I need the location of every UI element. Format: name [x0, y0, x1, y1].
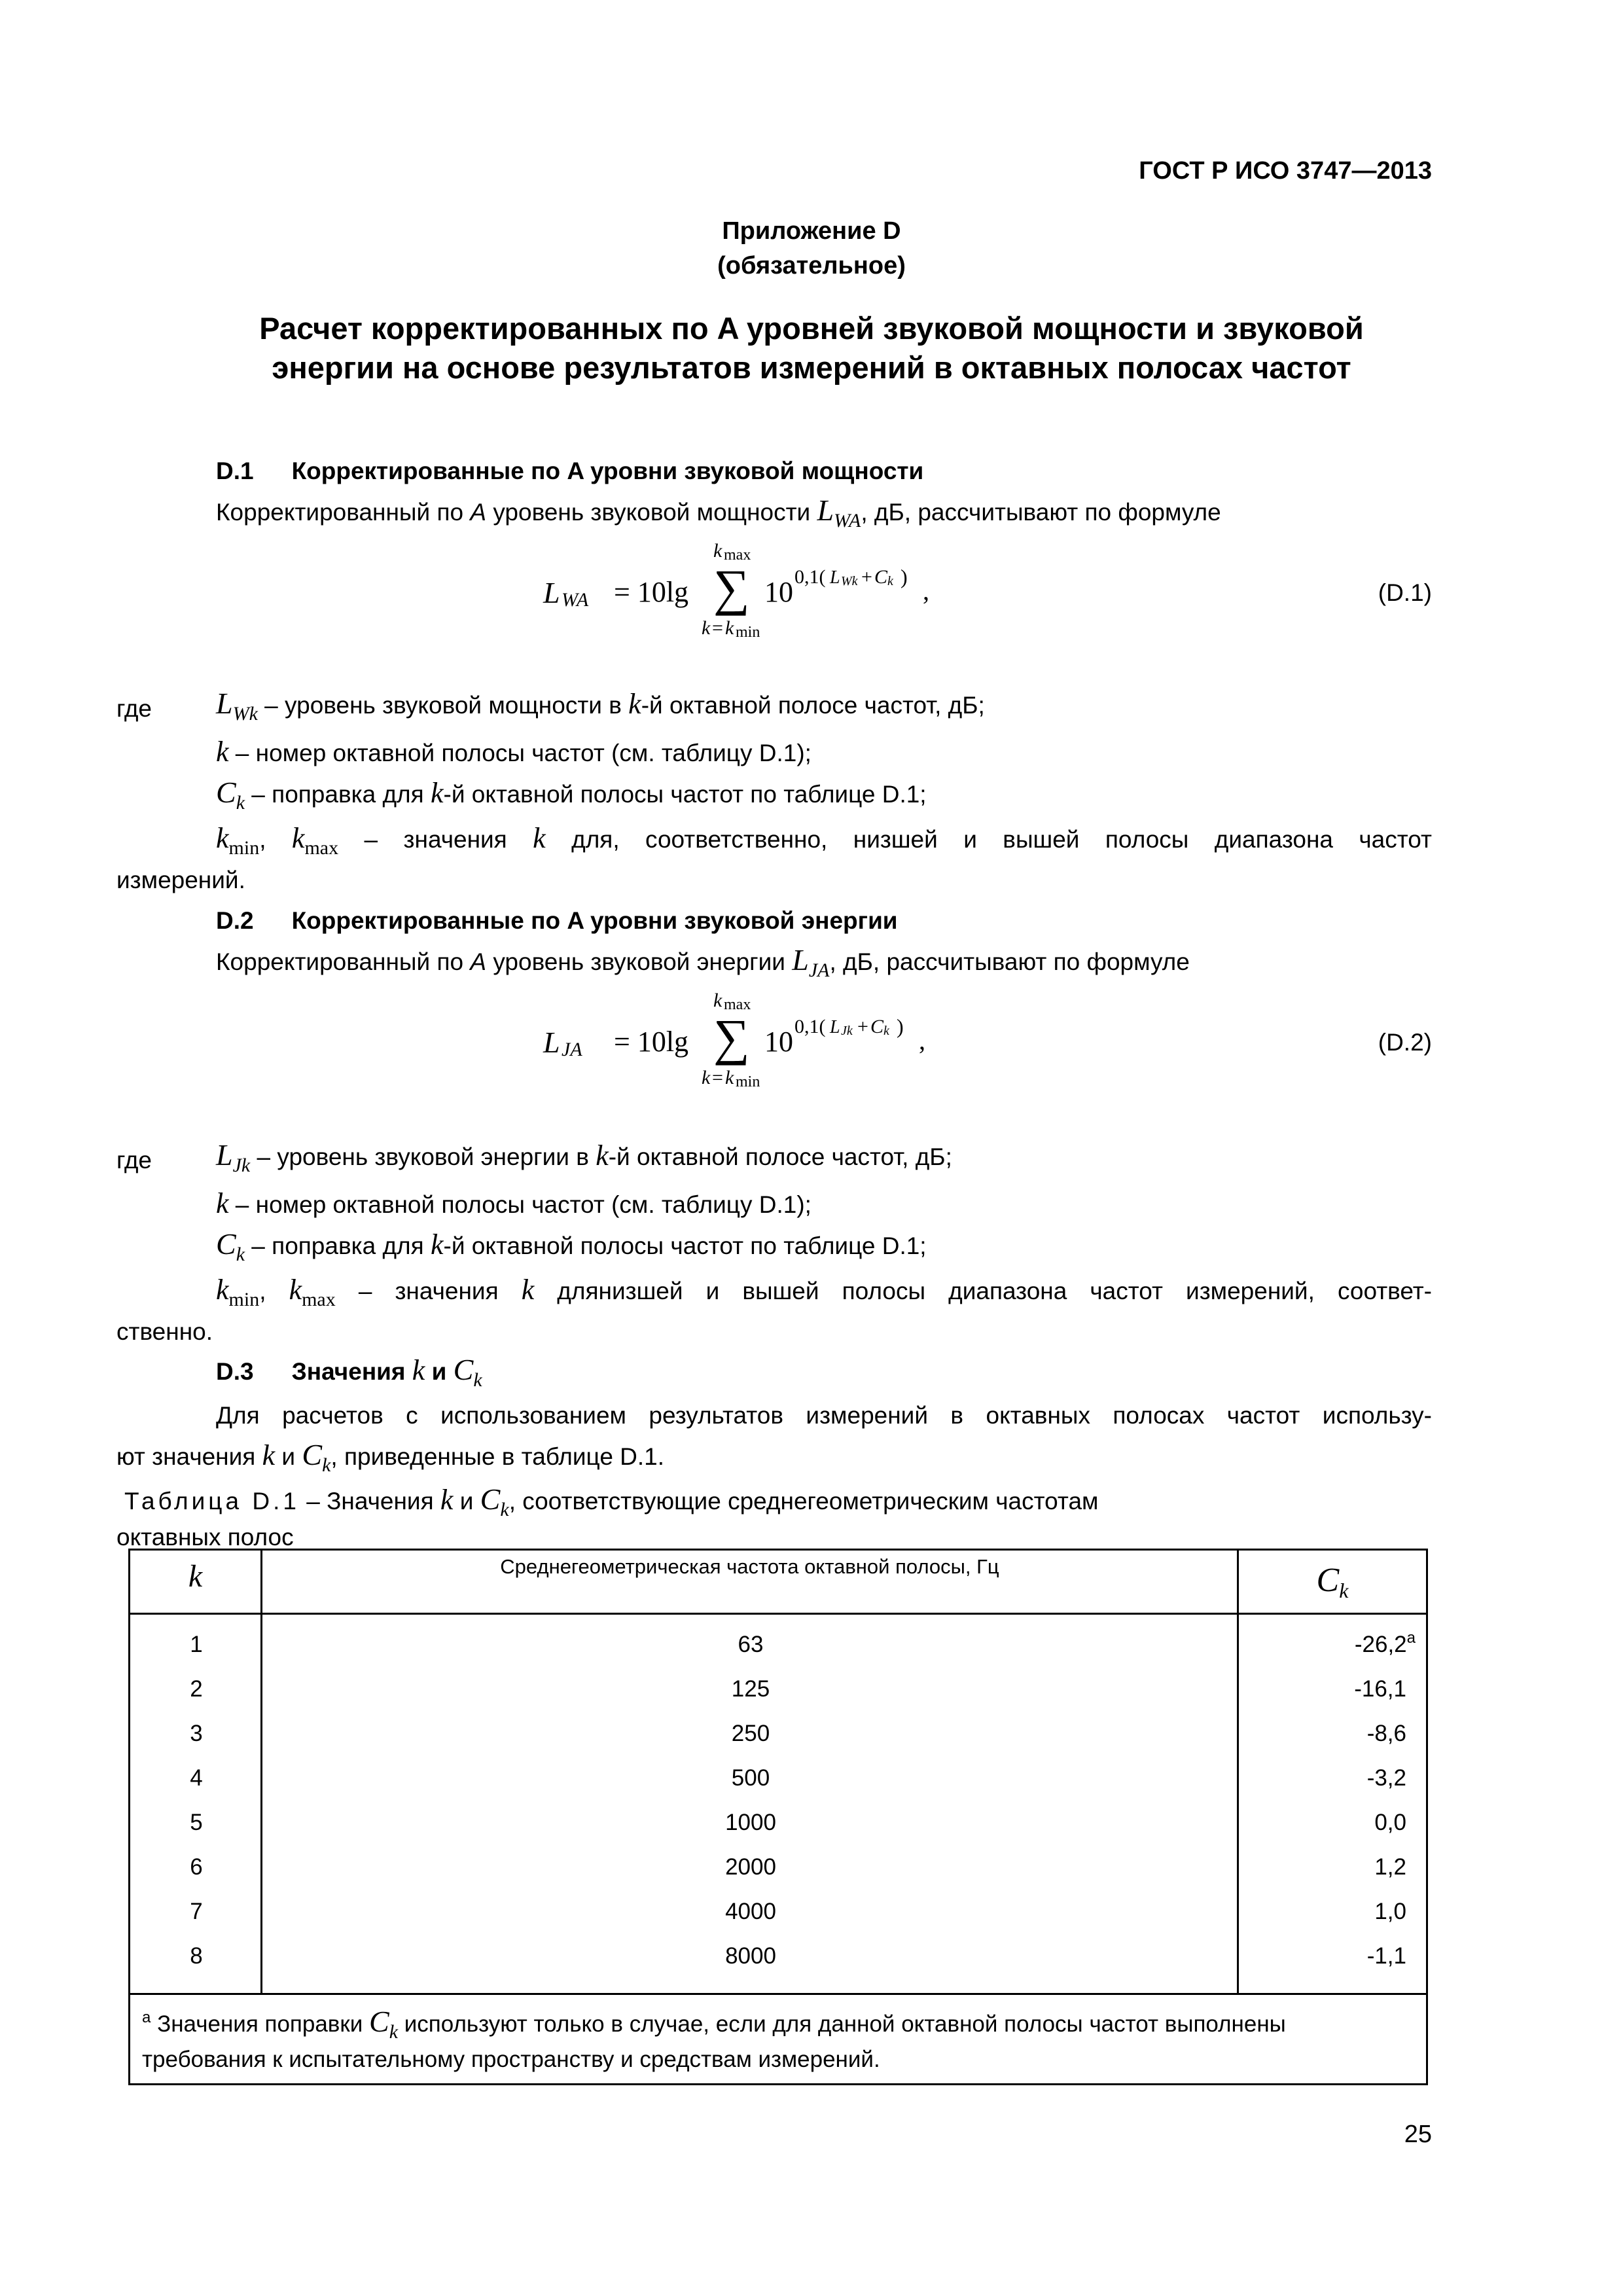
intro-italic: A	[470, 499, 487, 526]
symbol-L: L	[792, 943, 809, 977]
cell-correction	[1239, 1756, 1416, 1801]
sum-lower-k: k	[702, 617, 711, 639]
section-title: Корректированные по A уровни звуковой энергии	[291, 907, 898, 934]
table-row	[130, 1712, 1426, 1756]
sum-lower-k2: k	[725, 617, 734, 639]
symbol-C: C	[302, 1438, 323, 1471]
cell-frequency: 63	[738, 1632, 764, 1657]
equation-number-d1: (D.1)	[1378, 579, 1432, 606]
where-label: где	[116, 695, 152, 722]
section-number: D.3	[216, 1358, 254, 1385]
table-row	[130, 1845, 1426, 1890]
table-caption	[124, 1484, 1098, 1518]
sum-upper-k: k	[713, 540, 722, 562]
exp-coef: 0,1(	[794, 1016, 826, 1037]
subscript-k: k	[236, 792, 245, 814]
definition-lwk	[216, 689, 985, 723]
correction-value: -8,6	[1366, 1721, 1406, 1746]
footnote-mark: a	[142, 2009, 151, 2026]
sum-upper-k: k	[713, 990, 722, 1011]
def-text: – поправка для	[245, 781, 431, 808]
formula-sub-WA: WA	[562, 589, 589, 611]
correction-value: -26,2	[1354, 1632, 1407, 1657]
exp-C: C	[870, 1016, 884, 1037]
section-title: Корректированные по A уровни звуковой мощности	[291, 457, 924, 484]
cell-correction	[1239, 1845, 1416, 1890]
document-id: ГОСТ Р ИСО 3747—2013	[1139, 157, 1432, 185]
def-text: длянизшей и вышей полосы диапазона частот измерений, соответ-	[534, 1278, 1433, 1304]
appendix-title: Приложение D	[722, 217, 901, 245]
cell-k: 3	[190, 1721, 203, 1746]
col-c-sub: k	[1339, 1579, 1349, 1602]
cell-frequency: 8000	[725, 1943, 776, 1969]
sigma-icon: ∑	[713, 559, 750, 616]
footnote-line1	[142, 2007, 1286, 2042]
sigma-icon: ∑	[713, 1009, 750, 1066]
caption-text: и	[453, 1488, 480, 1515]
subscript-min: min	[228, 837, 260, 859]
correction-value: 1,2	[1374, 1854, 1406, 1880]
symbol-C: C	[480, 1482, 501, 1516]
exp-k: k	[883, 1024, 889, 1038]
and-word: и	[431, 1358, 447, 1385]
def-text: – уровень звуковой энергии в	[250, 1143, 596, 1170]
section-number: D.2	[216, 907, 254, 934]
subscript-JA: JA	[808, 960, 830, 981]
section-d3-paragraph-line2	[116, 1440, 664, 1474]
correction-value: 0,0	[1374, 1810, 1406, 1835]
symbol-k: k	[440, 1484, 454, 1516]
caption-text: – Значения	[299, 1488, 440, 1515]
def-text: -й октавной полосы частот по таблице D.1;	[443, 1232, 927, 1259]
section-d3-heading	[216, 1355, 482, 1389]
definition-continuation: измерений.	[116, 867, 245, 893]
cell-frequency: 250	[731, 1721, 770, 1746]
intro-text: , дБ, рассчитывают по формуле	[861, 499, 1221, 526]
def-text: – номер октавной полосы частот (см. таблицу D.1);	[228, 1191, 812, 1218]
cell-frequency: 2000	[725, 1854, 776, 1880]
sum-lower-k2: k	[725, 1067, 734, 1088]
cell-k: 1	[190, 1632, 203, 1657]
formula-d2: L JA = 10lg k max ∑ k = k min 10 0,1( L Jk + C k ) ,	[543, 990, 925, 1090]
correction-value: -3,2	[1366, 1765, 1406, 1791]
cell-correction	[1239, 1934, 1416, 1979]
sum-upper-max: max	[724, 996, 751, 1013]
exp-close: )	[897, 1014, 904, 1038]
subscript-k: k	[322, 1454, 331, 1476]
symbol-k: k	[216, 822, 229, 854]
symbol-C: C	[369, 2005, 389, 2038]
col-freq-header	[262, 1551, 1239, 1613]
cell-correction	[1239, 1890, 1416, 1934]
def-text: для, соответственно, низшей и вышей полосы диапазона частот	[545, 826, 1432, 853]
def-text: -й октавной полосы частот по таблице D.1;	[443, 781, 927, 808]
exp-C: C	[874, 566, 888, 588]
cell-correction	[1239, 1667, 1416, 1712]
correction-value: -16,1	[1354, 1676, 1406, 1702]
intro-text: Корректированный по	[216, 499, 471, 526]
col-c-label: C	[1316, 1562, 1340, 1599]
cell-k: 5	[190, 1810, 203, 1835]
exp-L: L	[830, 567, 840, 588]
symbol-k: k	[216, 736, 229, 768]
cell-frequency: 1000	[725, 1810, 776, 1835]
exp-coef: 0,1(	[794, 566, 826, 588]
section-number: D.1	[216, 457, 254, 484]
symbol-C: C	[453, 1353, 474, 1386]
exp-plus: +	[857, 1016, 868, 1037]
cell-k: 4	[190, 1765, 203, 1791]
formula-L: L	[543, 1026, 560, 1059]
definition-ck	[216, 778, 927, 812]
section-d1-intro	[216, 495, 1221, 529]
intro-italic: A	[470, 948, 487, 975]
where-label: где	[116, 1147, 152, 1174]
table-label: Таблица D.1	[124, 1488, 300, 1515]
symbol-L: L	[216, 1138, 233, 1172]
main-heading-line1: Расчет корректированных по A уровней звуковой мощности и звуковой	[259, 311, 1364, 346]
symbol-k: k	[289, 1274, 302, 1306]
separator: ,	[259, 826, 266, 853]
para-text: , приведенные в таблице D.1.	[330, 1443, 665, 1470]
def-text: – поправка для	[245, 1232, 431, 1259]
table-d1	[128, 1549, 1428, 2085]
cell-correction	[1239, 1623, 1416, 1670]
col-freq-label: Среднегеометрическая частота октавной полосы, Гц	[500, 1555, 999, 1578]
main-heading-line2: энергии на основе результатов измерений в октавных полосах частот	[272, 350, 1351, 385]
table-row	[130, 1667, 1426, 1712]
page-number: 25	[1404, 2121, 1432, 2148]
intro-text: Корректированный по	[216, 948, 471, 975]
subscript-Jk: Jk	[232, 1155, 251, 1176]
def-text: – значения	[338, 826, 533, 853]
symbol-k: k	[628, 688, 641, 720]
symbol-C: C	[216, 1227, 236, 1261]
definition-ck	[216, 1229, 927, 1263]
exp-Jk: Jk	[841, 1024, 853, 1038]
formula-comma: ,	[923, 576, 929, 605]
footnote-text: Значения поправки	[151, 2011, 369, 2037]
table-row	[130, 1623, 1426, 1667]
def-text: – номер октавной полосы частот (см. таблицу D.1);	[228, 740, 812, 766]
table-caption-line2: октавных полос	[116, 1524, 294, 1551]
appendix-status: (обязательное)	[717, 252, 906, 279]
subscript-k: k	[500, 1499, 509, 1520]
formula-comma: ,	[919, 1026, 925, 1055]
subscript-k: k	[473, 1369, 482, 1391]
cell-k: 7	[190, 1899, 203, 1924]
symbol-k: k	[291, 822, 305, 854]
definition-ljk	[216, 1140, 952, 1174]
col-k-header	[130, 1551, 262, 1613]
separator: ,	[259, 1278, 266, 1304]
formula-ten: 10	[764, 1026, 793, 1058]
equation-number-d2: (D.2)	[1378, 1029, 1432, 1056]
exp-L: L	[830, 1017, 840, 1037]
sum-lower-min: min	[736, 1073, 760, 1090]
col-k-label: k	[188, 1559, 203, 1594]
formula-ten: 10	[764, 576, 793, 608]
subscript-max: max	[302, 1289, 336, 1310]
cell-frequency: 125	[731, 1676, 770, 1702]
sum-lower-min: min	[736, 624, 760, 641]
cell-k: 8	[190, 1943, 203, 1969]
correction-value: -1,1	[1366, 1943, 1406, 1969]
exp-k: k	[887, 574, 893, 588]
formula-sub-JA: JA	[562, 1039, 582, 1060]
def-text: -й октавной полосе частот, дБ;	[608, 1143, 952, 1170]
caption-text: , соответствующие среднегеометрическим частотам	[508, 1488, 1099, 1515]
def-text: -й октавной полосе частот, дБ;	[641, 692, 985, 719]
subscript-k: k	[389, 2021, 399, 2043]
sum-lower-k: k	[702, 1067, 711, 1088]
sum-upper-max: max	[724, 547, 751, 564]
footnote-reference: a	[1406, 1629, 1416, 1647]
symbol-k: k	[412, 1354, 425, 1386]
symbol-k: k	[596, 1139, 609, 1172]
definition-kmin-kmax	[216, 1275, 1432, 1308]
section-d2-intro	[216, 945, 1190, 979]
cell-k: 6	[190, 1854, 203, 1880]
definition-k	[216, 1189, 812, 1220]
section-d2-heading	[216, 906, 898, 936]
def-text: – значения	[335, 1278, 522, 1304]
subscript-k: k	[236, 1244, 245, 1265]
exp-close: )	[901, 565, 908, 588]
section-d1-heading	[216, 456, 923, 486]
intro-text: уровень звуковой мощности	[486, 499, 817, 526]
intro-text: уровень звуковой энергии	[486, 948, 793, 975]
footnote-line2: требования к испытательному пространству и средствам измерений.	[142, 2047, 880, 2072]
footnote-text: используют только в случае, если для данной октавной полосы частот выполнены	[398, 2011, 1286, 2037]
definition-continuation: ственно.	[116, 1318, 213, 1345]
para-text: и	[275, 1443, 302, 1470]
formula-10lg: = 10lg	[614, 576, 689, 608]
subscript-min: min	[228, 1289, 260, 1310]
table-row	[130, 1801, 1426, 1845]
cell-frequency: 4000	[725, 1899, 776, 1924]
cell-correction	[1239, 1801, 1416, 1845]
formula-d1: L WA = 10lg k max ∑ k = k min 10 0,1( L Wk + C k ) ,	[543, 540, 929, 641]
def-text: – уровень звуковой мощности в	[257, 692, 629, 719]
subscript-max: max	[304, 837, 339, 859]
table-header	[130, 1551, 1426, 1615]
symbol-k: k	[216, 1187, 229, 1219]
table-footnote	[130, 1993, 1426, 2083]
symbol-k: k	[430, 777, 444, 809]
exp-Wk: Wk	[841, 574, 858, 588]
table-row	[130, 1756, 1426, 1801]
symbol-k: k	[430, 1229, 444, 1261]
col-c-header	[1239, 1551, 1426, 1613]
definition-k	[216, 737, 812, 768]
cell-k: 2	[190, 1676, 203, 1702]
symbol-k: k	[262, 1439, 276, 1471]
table-row	[130, 1890, 1426, 1934]
symbol-C: C	[216, 776, 236, 809]
para-text: ют значения	[116, 1443, 262, 1470]
exp-plus: +	[861, 566, 872, 588]
symbol-k: k	[216, 1274, 229, 1306]
symbol-L: L	[216, 687, 233, 720]
definition-kmin-kmax	[216, 823, 1432, 857]
formula-L: L	[543, 576, 560, 609]
table-row	[130, 1934, 1426, 1979]
section-d3-paragraph-line1: Для расчетов с использованием результатов измерений в октавных полосах частот использу-	[216, 1402, 1432, 1429]
symbol-k: k	[521, 1274, 535, 1306]
symbol-k: k	[533, 822, 546, 854]
cell-frequency: 500	[731, 1765, 770, 1791]
subscript-WA: WA	[834, 510, 861, 531]
symbol-L: L	[817, 493, 834, 527]
cell-correction	[1239, 1712, 1416, 1756]
correction-value: 1,0	[1374, 1899, 1406, 1924]
subscript-Wk: Wk	[232, 703, 258, 725]
intro-text: , дБ, рассчитывают по формуле	[829, 948, 1190, 975]
formula-10lg: = 10lg	[614, 1026, 689, 1058]
section-title: Значения	[291, 1358, 406, 1385]
